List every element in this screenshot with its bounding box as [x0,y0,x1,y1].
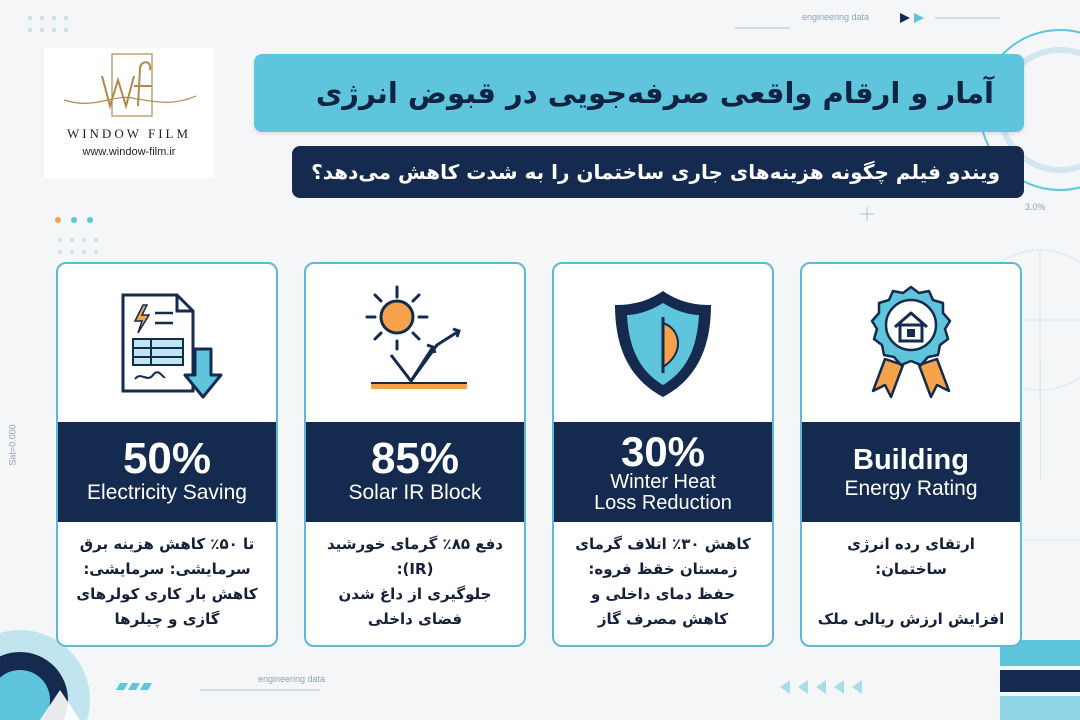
stat-card-building-rating [800,262,1022,647]
house-badge-icon [851,283,971,403]
logo-url: www.window-film.ir [82,146,176,158]
stat-value: 85% [370,434,460,483]
page-title: آمار و ارقام واقعی صرفه‌جویی در قبوض انرژی [315,76,994,110]
stat-band [802,422,1020,522]
page-subtitle: ویندو فیلم چگونه هزینه‌های جاری ساختمان را به شدت کاهش می‌دهد؟ [311,160,1000,184]
logo-name: WINDOW FILM [66,126,192,141]
stat-value: 30% [620,428,706,475]
stat-label: Electricity Saving [87,481,247,504]
stat-label: Energy Rating [844,477,978,500]
stat-card-solar [304,262,526,647]
stat-band [306,422,524,522]
stat-description: تا ۵۰٪ کاهش هزینه برق سرمایشی: سرمایشی: کاهش بار کاری کولرهای گازی و چیلرها [76,535,258,628]
stat-band [554,422,772,522]
stat-label: Solar IR Block [348,481,482,504]
stat-description: کاهش ۳۰٪ اتلاف گرمای زمستان خقظ فروه: حفظ دمای داخلی و کاهش مصرف گاز [575,535,751,628]
shield-icon [603,283,723,403]
stat-label: Winter Heat Loss Reduction [594,471,732,514]
subtitle-banner [292,146,1024,198]
wf-monogram-icon [54,50,204,122]
sun-reflection-icon [355,283,475,403]
bg-label-bottom: engineering data [258,674,326,684]
brand-logo [44,48,214,178]
stat-value: 50% [122,434,212,483]
bg-label-top: engineering data [802,12,870,22]
stat-description: دفع ۸۵٪ گرمای خورشید (IR): جلوگیری از داغ شدن فضای داخلی [326,535,504,628]
stat-description: ارتقای رده انرژی ساختمان: افزایش ارزش ریالی ملک [817,535,1005,628]
stat-card-winter-heat [552,262,774,647]
stat-band [58,422,276,522]
electricity-bill-down-icon [107,283,227,403]
title-banner [254,54,1024,132]
bg-label-percent: 3.0% [1025,202,1046,212]
bg-label-side: Sat=0.000 [7,424,18,466]
stat-card-electricity [56,262,278,647]
stat-value: Building [853,444,969,476]
